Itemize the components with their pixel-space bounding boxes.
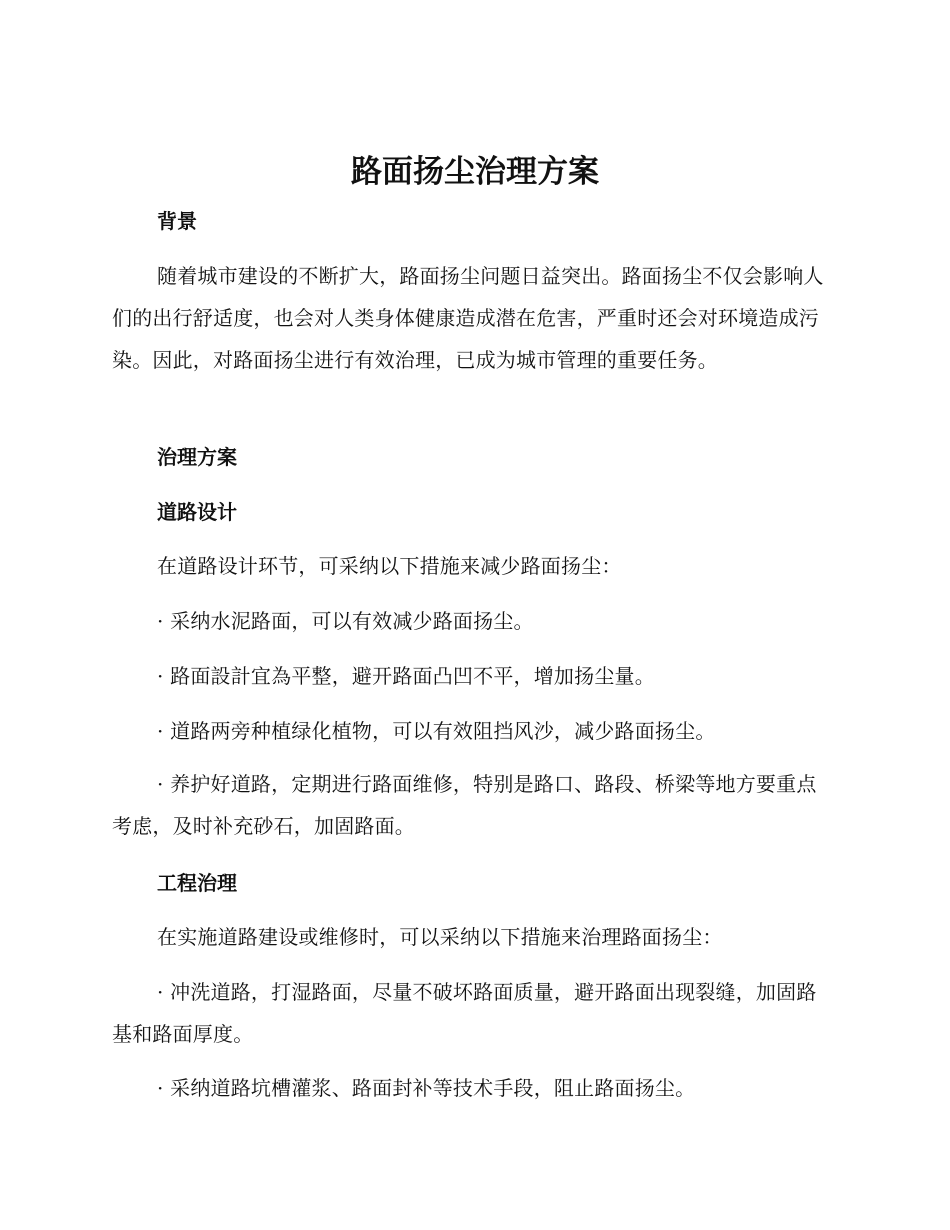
paragraph-engineering-intro: 在实施道路建设或维修时，可以采纳以下措施来治理路面扬尘： xyxy=(157,925,723,949)
list-item-engineering-2: · 采纳道路坑槽灌浆、路面封补等技术手段，阻止路面扬尘。 xyxy=(157,1076,696,1100)
list-item-road-design-3: · 道路两旁种植绿化植物，可以有效阻挡风沙，减少路面扬尘。 xyxy=(157,719,716,743)
document-title: 路面扬尘治理方案 xyxy=(351,154,599,190)
heading-road-design: 道路设计 xyxy=(157,500,237,524)
heading-engineering: 工程治理 xyxy=(157,871,237,895)
list-item-engineering-1: · 冲洗道路，打湿路面，尽量不破坏路面质量，避开路面出现裂缝，加固路基和路面厚度。 xyxy=(112,980,817,1046)
paragraph-road-design-intro: 在道路设计环节，可采纳以下措施来减少路面扬尘： xyxy=(157,554,622,578)
list-item-road-design-4: · 养护好道路，定期进行路面维修，特别是路口、路段、桥梁等地方要重点考虑，及时补充砂石，加固路面。 xyxy=(112,772,817,838)
heading-background: 背景 xyxy=(157,209,197,233)
heading-plan: 治理方案 xyxy=(157,445,237,469)
paragraph-background: 随着城市建设的不断扩大，路面扬尘问题日益突出。路面扬尘不仅会影响人们的出行舒适度，也会对人类身体健康造成潜在危害，严重时还会对环境造成污染。因此，对路面扬尘进行有效治理，已成为城市管理的重要任务。 xyxy=(112,264,824,372)
list-item-road-design-2: · 路面設計宜為平整，避开路面凸凹不平，增加扬尘量。 xyxy=(157,664,655,688)
list-item-road-design-1: · 采纳水泥路面，可以有效减少路面扬尘。 xyxy=(157,609,534,633)
